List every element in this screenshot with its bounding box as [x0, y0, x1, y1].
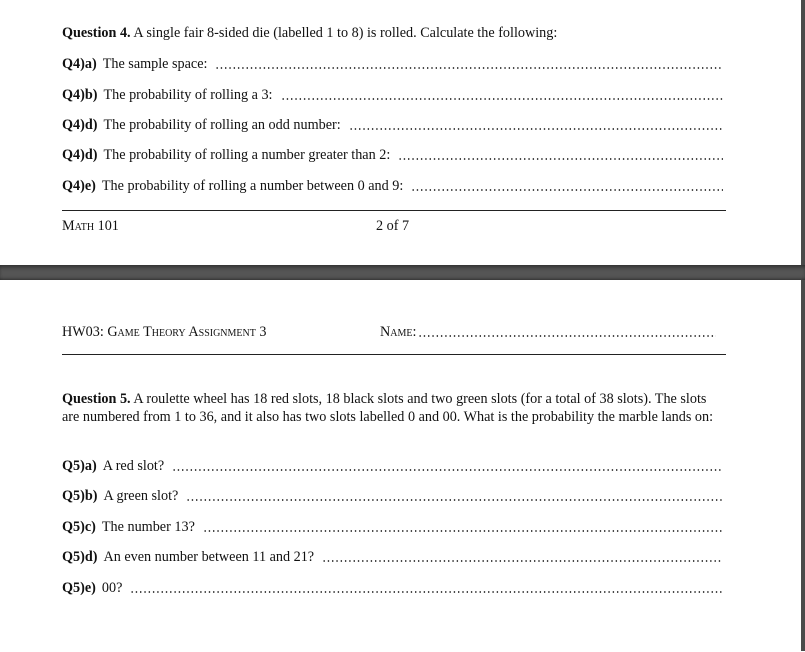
q5b-row — [62, 487, 723, 505]
footer-page-number: 2 of 7 — [376, 218, 410, 234]
q4b-row — [62, 86, 723, 104]
q4c-text: The probability of rolling an odd number: — [103, 117, 341, 133]
header-name-field — [380, 323, 716, 341]
q4e-text: The probability of rolling a number between 0 and 9: — [101, 178, 404, 194]
q5b-answer-line — [186, 488, 723, 502]
q4e-row — [62, 177, 723, 195]
q4b-label: Q4)b) — [62, 87, 98, 103]
q5a-row — [62, 457, 723, 475]
q5d-row — [62, 548, 723, 566]
document-page-2 — [0, 0, 805, 265]
q5c-row — [62, 518, 723, 536]
q5a-answer-line — [172, 458, 723, 472]
q5c-answer-line — [203, 519, 723, 533]
q5e-answer-line — [130, 580, 723, 594]
question-5-label: Question 5. — [62, 391, 131, 407]
q5b-text: A green slot? — [103, 488, 179, 504]
q4d-answer-line — [398, 147, 723, 161]
question-5-heading — [62, 390, 726, 426]
q4a-row — [62, 55, 723, 73]
name-label: Name: — [380, 324, 417, 340]
question-4-text: A single fair 8-sided die (labelled 1 to 8) is rolled. Calculate the following: — [133, 25, 558, 41]
q4c-answer-line — [349, 117, 723, 131]
page-separator — [0, 265, 805, 280]
document-page-3 — [0, 280, 805, 651]
q4a-answer-line — [215, 56, 723, 70]
q4e-label: Q4)e) — [62, 178, 96, 194]
question-4-label: Question 4. — [62, 25, 131, 41]
q5d-answer-line — [322, 549, 723, 563]
q5a-label: Q5)a) — [62, 458, 97, 474]
question-4-heading — [62, 24, 726, 42]
q4d-text: The probability of rolling a number greater than 2: — [103, 147, 391, 163]
q4a-label: Q4)a) — [62, 56, 97, 72]
q4b-answer-line — [281, 87, 724, 101]
q5a-text: A red slot? — [102, 458, 165, 474]
header-title: HW03: Game Theory Assignment 3 — [62, 324, 267, 340]
q5e-text: 00? — [101, 580, 123, 596]
q5d-label: Q5)d) — [62, 549, 98, 565]
q4d-row — [62, 146, 723, 164]
q5e-label: Q5)e) — [62, 580, 96, 596]
q4c-label: Q4)d) — [62, 117, 98, 133]
q4b-text: The probability of rolling a 3: — [103, 87, 273, 103]
header-rule — [62, 354, 726, 355]
q5c-label: Q5)c) — [62, 519, 96, 535]
q5e-row — [62, 579, 723, 597]
q5c-text: The number 13? — [101, 519, 195, 535]
q4d-label: Q4)d) — [62, 147, 98, 163]
q4e-answer-line — [411, 178, 723, 192]
name-answer-line — [418, 324, 716, 338]
footer-course: Math 101 — [62, 218, 119, 234]
q4c-row — [62, 116, 723, 134]
footer-rule — [62, 210, 726, 211]
q5d-text: An even number between 11 and 21? — [103, 549, 315, 565]
q4a-text: The sample space: — [102, 56, 208, 72]
question-5-text: A roulette wheel has 18 red slots, 18 black slots and two green slots (for a total of 38 slots). The slots are numbered from 1 to 36, and it also has two slots labelled 0 and 00. What is the probability the marble lands on: — [62, 391, 714, 425]
q5b-label: Q5)b) — [62, 488, 98, 504]
